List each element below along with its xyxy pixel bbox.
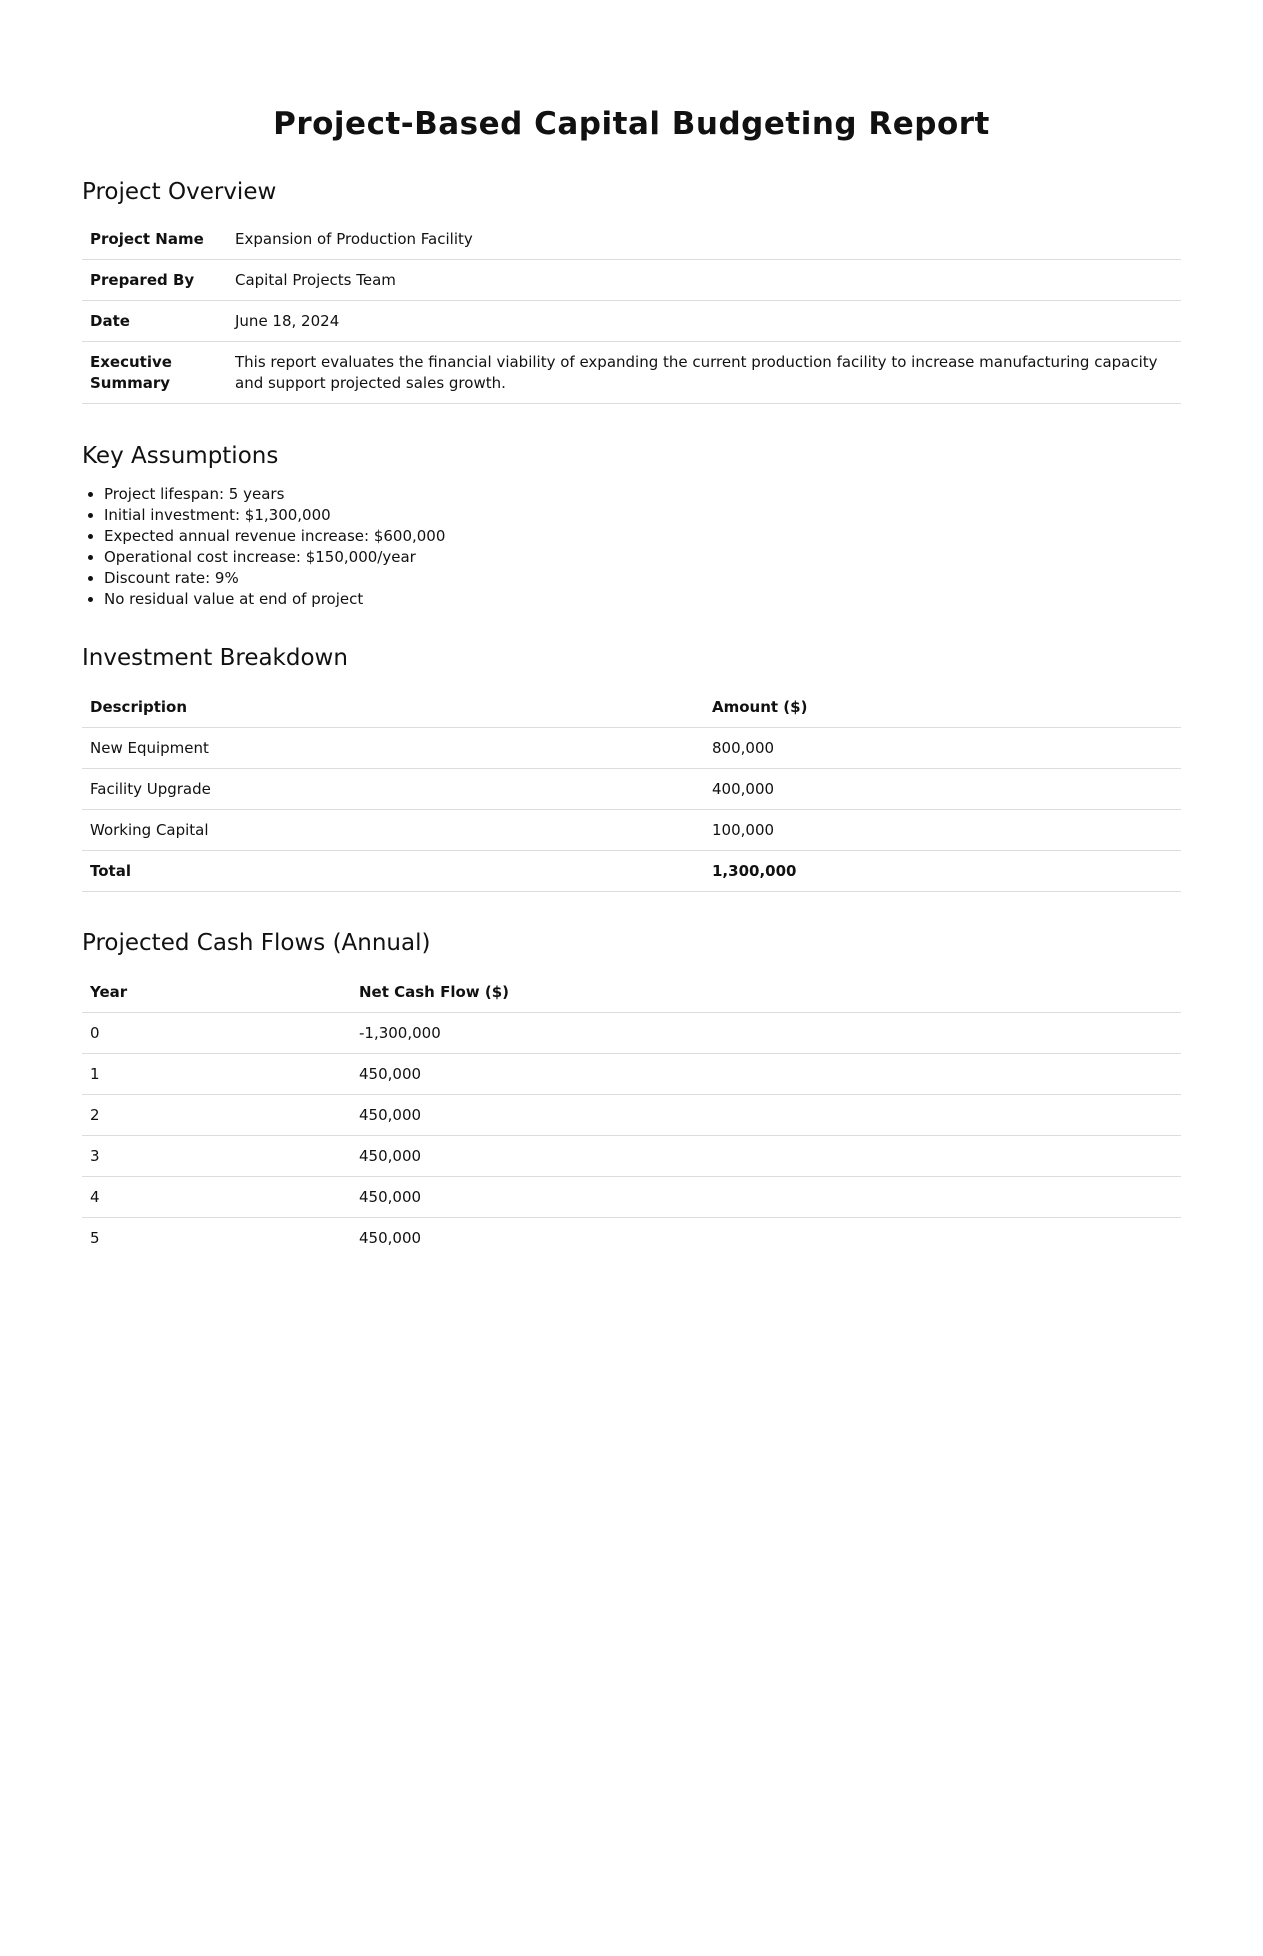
cell-cash-flow: 450,000 — [351, 1054, 1181, 1095]
table-row — [82, 1054, 1181, 1095]
cell-amount: 800,000 — [704, 728, 1181, 769]
project-overview-heading: Project Overview — [82, 179, 277, 205]
row-value: Capital Projects Team — [227, 260, 1181, 301]
cell-description: New Equipment — [82, 728, 704, 769]
row-label: Date — [82, 301, 227, 342]
cash-flows-table — [82, 972, 1181, 1258]
table-row — [82, 810, 1181, 851]
table-row — [82, 728, 1181, 769]
investment-table — [82, 687, 1181, 892]
key-assumptions-heading: Key Assumptions — [82, 443, 279, 469]
page-title: Project-Based Capital Budgeting Report — [273, 106, 990, 142]
cell-cash-flow: 450,000 — [351, 1095, 1181, 1136]
cell-year: 4 — [82, 1177, 351, 1218]
cell-year: 5 — [90, 1229, 100, 1247]
row-label: Executive Summary — [82, 342, 227, 404]
cell-amount: 100,000 — [704, 810, 1181, 851]
cash-flows-heading: Projected Cash Flows (Annual) — [82, 930, 431, 956]
row-label: Prepared By — [82, 260, 227, 301]
table-row — [82, 1218, 1181, 1259]
table-row — [82, 1095, 1181, 1136]
table-header-row — [82, 687, 1181, 728]
column-header-amount: Amount ($) — [704, 687, 1181, 728]
table-row — [82, 1177, 1181, 1218]
table-row — [82, 1136, 1181, 1177]
list-item: • No residual value at end of project — [104, 589, 445, 610]
total-row — [82, 851, 1181, 892]
table-header-row — [82, 972, 1181, 1013]
table-row — [82, 260, 1181, 301]
column-header-description: Description — [82, 687, 704, 728]
row-value: Expansion of Production Facility — [227, 219, 1181, 260]
assumptions-list — [82, 484, 445, 610]
row-label: Project Name — [82, 219, 227, 260]
list-item: • Project lifespan: 5 years — [104, 484, 445, 505]
column-header-net-cash-flow: Net Cash Flow ($) — [351, 972, 1181, 1013]
cell-year: 2 — [82, 1095, 351, 1136]
cell-year: 1 — [82, 1054, 351, 1095]
total-amount: 1,300,000 — [704, 851, 1181, 892]
list-item: • Initial investment: $1,300,000 — [104, 505, 445, 526]
cell-description: Facility Upgrade — [82, 769, 704, 810]
cell-year: 0 — [82, 1013, 351, 1054]
row-value: This report evaluates the financial viability of expanding the current production facility to increase manufacturing capacity and support projected sales growth. — [227, 342, 1181, 404]
list-item: • Operational cost increase: $150,000/year — [104, 547, 445, 568]
column-header-year: Year — [82, 972, 351, 1013]
row-value: June 18, 2024 — [227, 301, 1181, 342]
list-item: • Discount rate: 9% — [104, 568, 445, 589]
table-row — [82, 301, 1181, 342]
cell-year: 3 — [82, 1136, 351, 1177]
cell-amount: 400,000 — [704, 769, 1181, 810]
cell-cash-flow: 450,000 — [351, 1177, 1181, 1218]
table-row — [82, 219, 1181, 260]
cell-cash-flow: 450,000 — [351, 1136, 1181, 1177]
list-item: • Expected annual revenue increase: $600,000 — [104, 526, 445, 547]
table-row — [82, 769, 1181, 810]
project-overview-table — [82, 219, 1181, 404]
cell-cash-flow: -1,300,000 — [351, 1013, 1181, 1054]
cell-cash-flow: 450,000 — [359, 1229, 422, 1247]
cell-description: Working Capital — [82, 810, 704, 851]
total-label: Total — [82, 851, 704, 892]
investment-breakdown-heading: Investment Breakdown — [82, 645, 348, 671]
table-row — [82, 342, 1181, 404]
table-row — [82, 1013, 1181, 1054]
